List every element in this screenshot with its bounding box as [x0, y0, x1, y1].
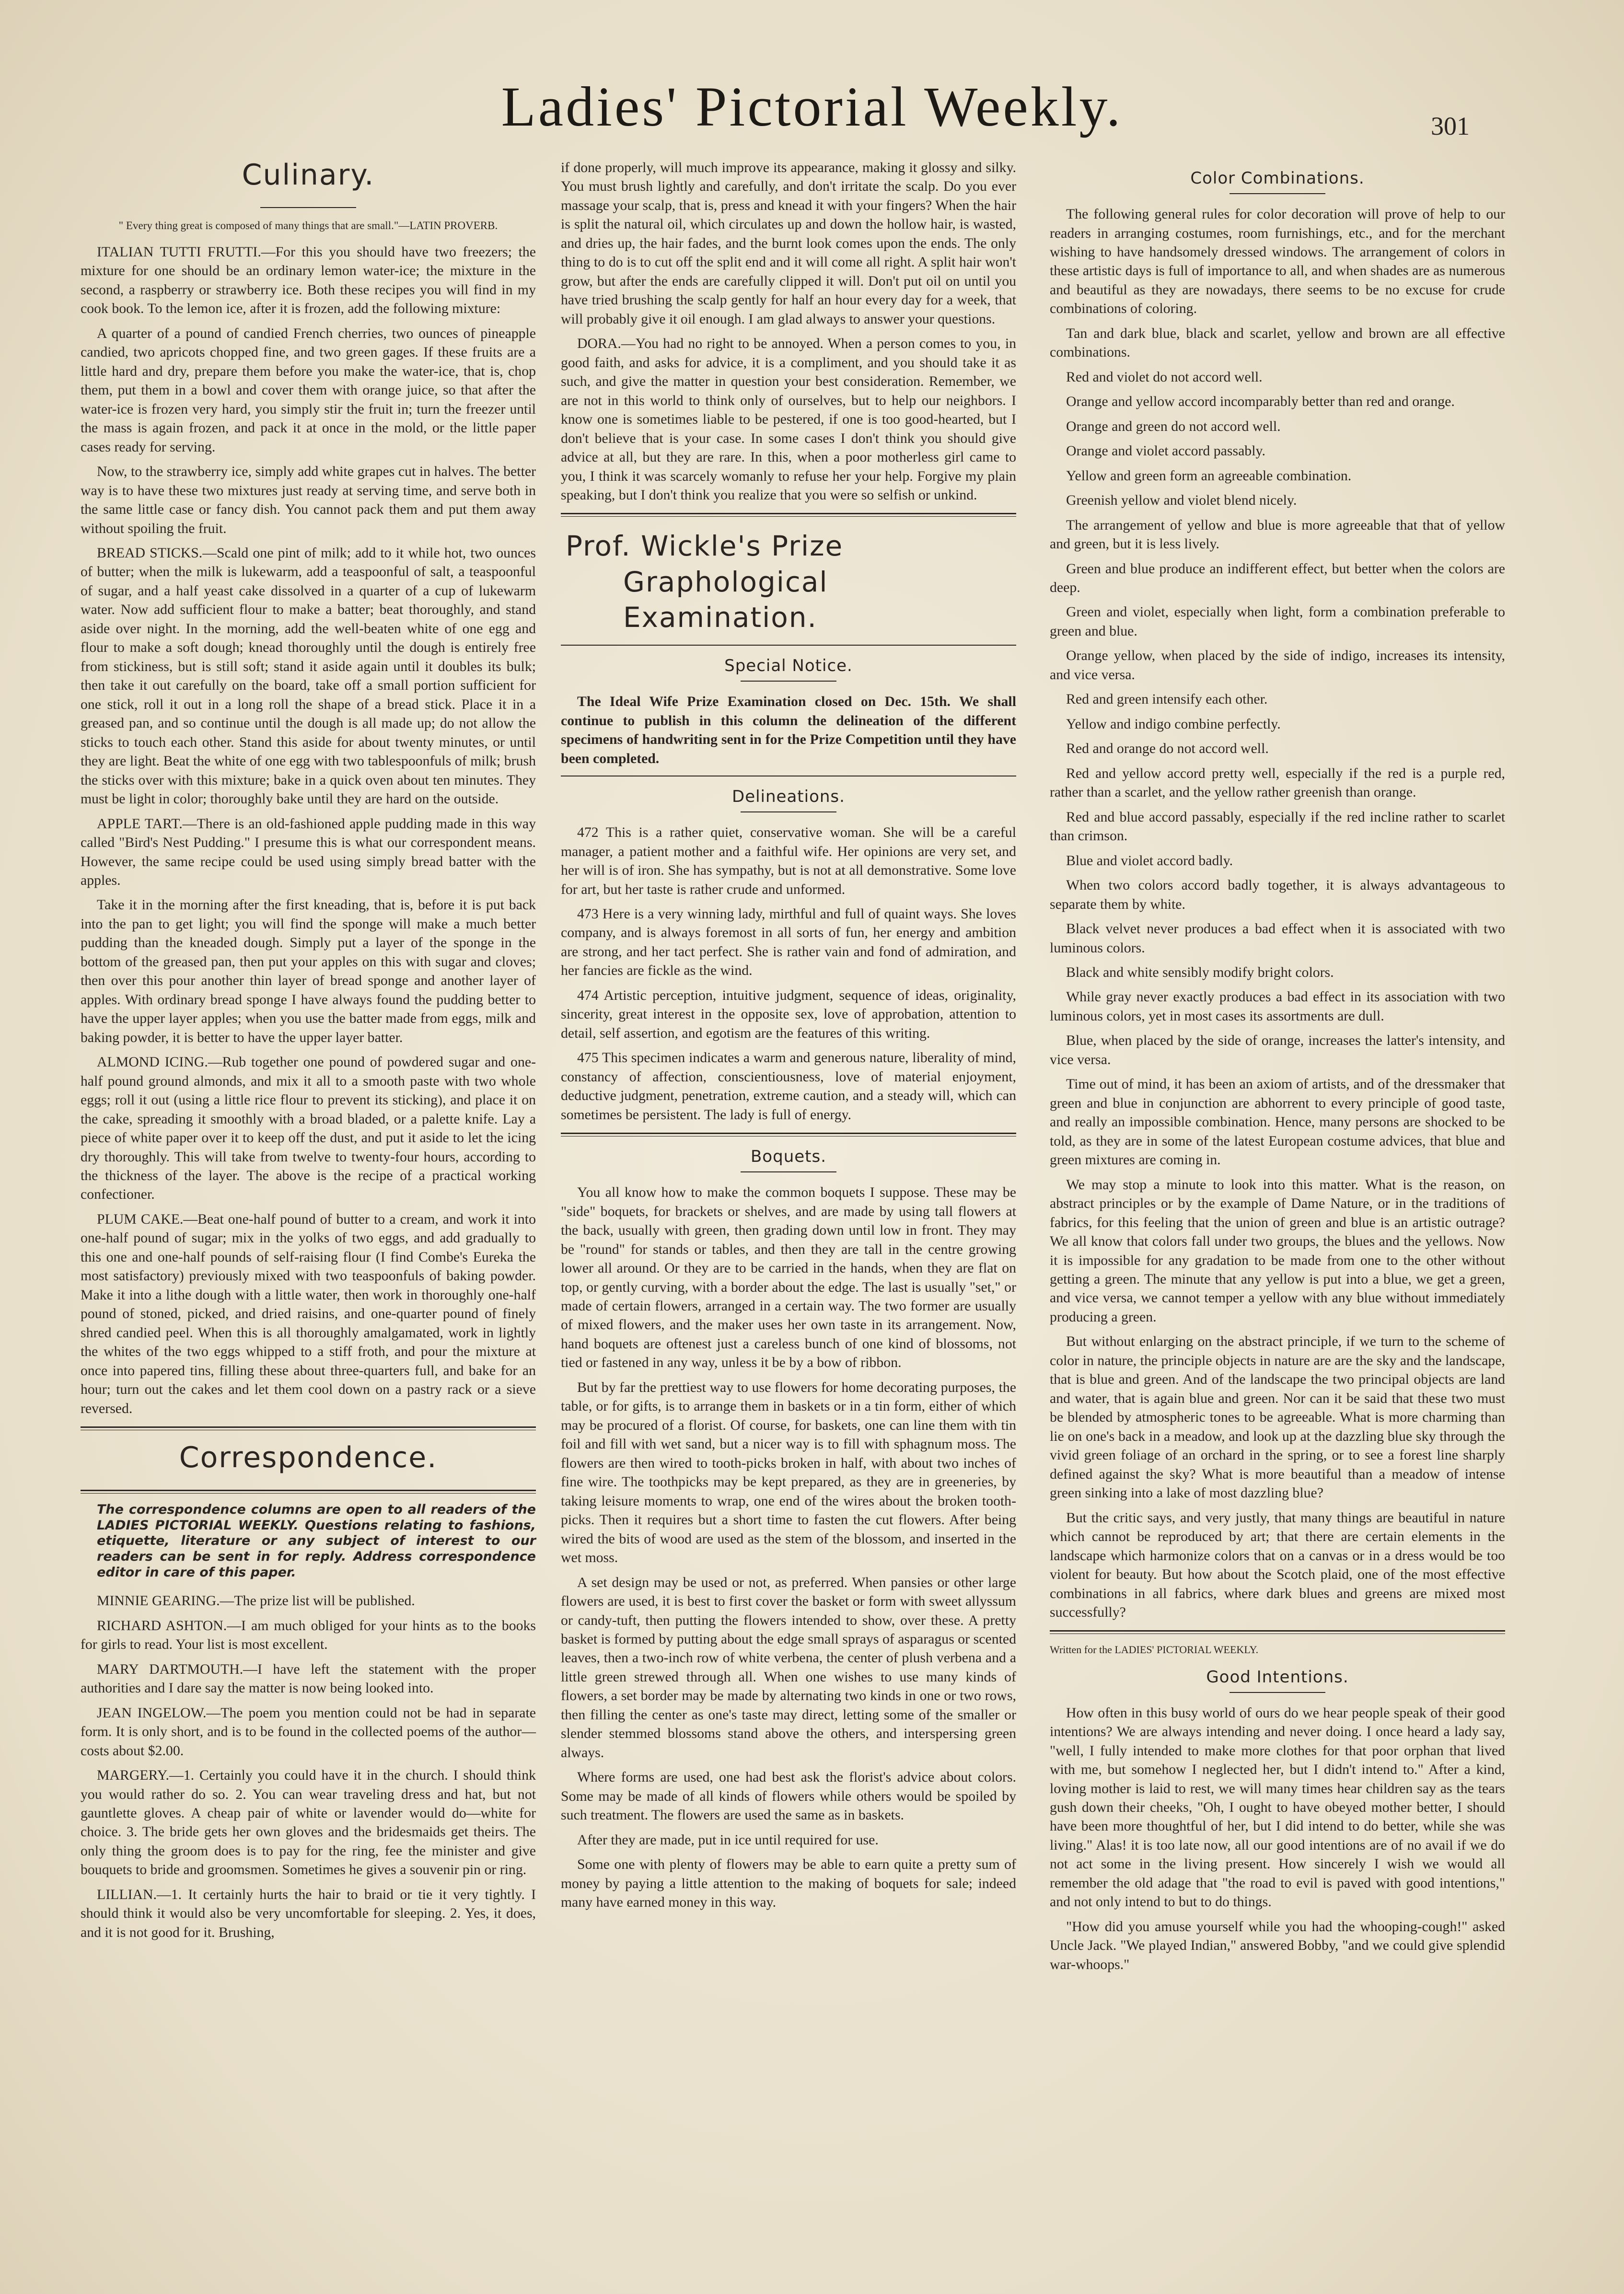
color-paragraph: Time out of mind, it has been an axiom of artists, and of the dressmaker that green and blue in conjunction are abhorrent to every principle of good taste, and really an impossible combination. Hence, many persons are shocked to be told, as they are in some of the latest European costume advices, that blue and green mixtures are coming in. [1050, 1076, 1505, 1168]
divider [81, 1426, 536, 1430]
column-right [1050, 158, 1505, 1980]
color-rule: Orange and violet accord passably. [1066, 443, 1265, 459]
color-rule: Green and blue produce an indifferent effect, but better when the colors are deep. [1050, 560, 1505, 596]
divider [741, 681, 836, 682]
color-rule: Orange and green do not accord well. [1066, 418, 1281, 434]
delineation-item: 474 Artistic perception, intuitive judgment, sequence of ideas, originality, sincerity, great interest in the opposite sex, love of approbation, attention to detail, self assertion, and egotism are the features of this writing. [561, 987, 1016, 1041]
divider [81, 1490, 536, 1494]
masthead: Ladies' Pictorial Weekly. [501, 75, 1123, 138]
divider [561, 1133, 1016, 1136]
delineation-item: 473 Here is a very winning lady, mirthful and full of quaint ways. She loves company, and is always foremost in all sorts of fun, her energy and ambition are strong, and her tact perfect. She is rather vain and fond of admiration, and her fancies are fickle as the wind. [561, 905, 1016, 979]
boquets-paragraph: Some one with plenty of flowers may be able to earn quite a pretty sum of money by paying a little attention to the making of boquets for sale; indeed many have earned money in this way. [561, 1856, 1016, 1911]
color-rule: When two colors accord badly together, it is always advantageous to separate them by white. [1050, 877, 1505, 912]
boquets-paragraph: You all know how to make the common boquets I suppose. These may be "side" boquets, for brackets or shelves, and are made by using tall flowers at the back, usually with green, then grading down until low in front. They may be "round" for stands or tables, and then they are tall in the centre growing lower all around. Or they are to be carried in the hands, when they are flat on top, or gently curving, with a border about the edge. The last is usually "set," or made of certain flowers, arranged in a certain way. The two former are usually of mixed flowers, and the maker uses her own taste in its arrangement. Now, hand boquets are oftenest just a careless bunch of one kind of blossoms, not tied or fastened in any way, unless it be by a bow of ribbon. [561, 1184, 1016, 1371]
divider [260, 207, 356, 208]
color-paragraph: But without enlarging on the abstract principle, if we turn to the scheme of color in nature, the principle objects in nature are are the sky and the landscape, that is blue and green. And of the landscape the two principal objects are land and water, that is again blue and green. Nor can it be said that these two must be blended by atmospheric tones to be agreeable. What is more charming than lie on one's back in a meadow, and look up at the dazzling blue sky through the vivid green foliage of an orchard in the spring, or to see a forest line sharply defined against the sky? What is more beautiful than a meadow of intense green sinking into a lake of most dazzling blue? [1050, 1333, 1505, 1501]
color-rule: Red and green intensify each other. [1066, 691, 1268, 707]
color-paragraph: The following general rules for color decoration will prove of help to our readers in arranging costumes, room furnishings, etc., and for the merchant wishing to have handsomely dressed windows. The arrangement of colors in these artistic days is full of importance to all, and when shades are as numerous and beautiful as they are nowadays, there seems to be no excuse for crude combinations of coloring. [1050, 206, 1505, 317]
letter-reply: RICHARD ASHTON.—I am much obliged for your hints as to the books for girls to read. Your list is most excellent. [81, 1617, 536, 1653]
color-rule: Blue and violet accord badly. [1066, 852, 1233, 869]
culinary-heading: Culinary. [242, 158, 375, 192]
color-rule: Black and white sensibly modify bright colors. [1066, 964, 1334, 980]
page-number: 301 [1431, 112, 1470, 140]
column-left [81, 153, 536, 1947]
correspondence-intro: The correspondence columns are open to all readers of the LADIES PICTORIAL WEEKLY. Questions relating to fashions, etiquette, literature or any subject of interest to our readers can be sent in for reply. Address correspondence editor in care of this paper. [97, 1502, 536, 1580]
graphology-heading-line1: Prof. Wickle's Prize [566, 530, 844, 563]
recipe-almond-icing: ALMOND ICING.—Rub together one pound of powdered sugar and one-half pound ground almonds, and mix it all to a smooth paste with two whole eggs; roll it out (using a little rice flour to prevent its sticking), and place it on the cake, spreading it smoothly with a broad bladed, or a palette knife. Lay a piece of white paper over it to keep off the dust, and put it aside to let the icing dry thoroughly. This will take from twelve to twenty-four hours, according to the thickness of the layer. The above is the recipe of a practical working confectioner. [81, 1054, 536, 1203]
letter-reply-cont: if done properly, will much improve its appearance, making it glossy and silky. You must brush lightly and carefully, and don't irritate the scalp. Do you ever massage your scalp, that is, press and knead it with your fingers? When the hair is split the natural oil, which circulates up and down the hollow hair, is wasted, and dries up, the hair fades, and the burnt look comes upon the ends. The only thing to do is to cut off the split end and it will come all right. A split hair won't grow, but after the ends are carefully clipped it will. Don't put oil on until you have tried brushing the scalp gently for half an hour every day for a week, that will probably give it oil enough. I am glad always to answer your questions. [561, 160, 1016, 327]
motto: " Every thing great is composed of many things that are small."—LATIN PROVERB. [118, 219, 498, 232]
boquets-paragraph: Where forms are used, one had best ask the florist's advice about colors. Some may be made of all kinds of flowers while others would be spoiled by such treatment. The flowers are used the same as in baskets. [561, 1769, 1016, 1823]
letter-reply: MARGERY.—1. Certainly you could have it in the church. I should think you would rather do so. 2. You can wear traveling dress and hat, but not gauntlette gloves. A cheap pair of white or lavender would do—white for choice. 3. The bride gets her own gloves and the bridesmaids get theirs. The only thing the groom does is to pay for the ring, fee the minister and give bouquets to bride and groomsmen. Sometimes he gives a souvenir pin or ring. [81, 1767, 536, 1878]
recipe-plum-cake: PLUM CAKE.—Beat one-half pound of butter to a cream, and work it into one-half pound of sugar; mix in the yolks of two eggs, and add gradually to this one and one-half pounds of self-raising flour (I find Combe's Eureka the most satisfactory) previously mixed with two teaspoonfuls of baking powder. Make it into a lithe dough with a little water, then work in thoroughly one-half pound of stoned, picked, and dried raisins, and one-quarter pound of finely shred candied peel. When this is all thoroughly amalgamated, work in lightly the whites of the two eggs whipped to a stiff froth, and pour the mixture at once into papered tins, filling these about three-quarters full, and bake for an hour; turn out the cakes and let them cool down on a pastry rack or a sieve reversed. [81, 1211, 536, 1416]
notice-text: The Ideal Wife Prize Examination closed on Dec. 15th. We shall continue to publish in this column the delineation of the different specimens of handwriting sent in for the Prize Competition until they have been completed. [561, 694, 1016, 766]
color-rule: Red and yellow accord pretty well, especially if the red is a purple red, rather than a scarlet, and the yellow rather greenish than orange. [1050, 765, 1505, 800]
color-rule: Orange yellow, when placed by the side of indigo, increases its intensity, and vice versa. [1050, 648, 1505, 683]
divider [1050, 1630, 1505, 1634]
graphology-heading [566, 528, 1016, 635]
divider [741, 811, 836, 812]
recipe-tutti-frutti: ITALIAN TUTTI FRUTTI.—For this you should have two freezers; the mixture for one should be an ordinary lemon water-ice; the mixture in the second, a raspberry or strawberry ice. Both these recipes you will find in my cook book. To the lemon ice, after it is frozen, add the following mixture: [81, 243, 536, 317]
color-rule: Tan and dark blue, black and scarlet, yellow and brown are all effective combinations. [1050, 325, 1505, 360]
letter-reply: MARY DARTMOUTH.—I have left the statement with the proper authorities and I dare say the matter is now being looked into. [81, 1661, 536, 1696]
color-rule: Black velvet never produces a bad effect when it is associated with two luminous colors. [1050, 921, 1505, 956]
boquets-paragraph: A set design may be used or not, as preferred. When pansies or other large flowers are used, it is best to first cover the basket or form with sweet allyssum or candy-tuft, then putting the flowers intended to show, over these. A pretty basket is formed by putting about the edge small sprays of asparagus or scented leaves, then a two-inch row of white verbena, the center of plush verbena and a little green strewed through all. When one wishes to use many kinds of flowers, a set border may be made by alternating two kinds in one or two rows, then filling the center as one's taste may direct, letting some of the smaller or slender stemmed blossoms stand above the others, and interspersing green always. [561, 1574, 1016, 1761]
boquets-paragraph: After they are made, put in ice until required for use. [577, 1831, 879, 1848]
boquets-heading: Boquets. [750, 1147, 827, 1167]
good-intentions-paragraph: How often in this busy world of ours do we hear people speak of their good intentions? We are always intending and never doing. I once heard a lady say, "well, I fully intended to make more clothes for that poor orphan that lived with me, but somehow I neglected her, but I didn't intend to." After a kind, loving mother is laid to rest, we will many times hear children say as the tears gush down their cheeks, "Oh, I ought to have obeyed mother better, I should have been more thoughtful of her, but I did intend to do better, while she was living." Alas! it is too late now, all our good intentions are of no avail if we do not act some in the living present. How sincerely I wish we would all remember the old adage that "the road to evil is paved with good intentions," and not only intend to but to do things. [1050, 1704, 1505, 1910]
byline: Written for the LADIES' PICTORIAL WEEKLY. [1050, 1644, 1259, 1656]
delineation-item: 472 This is a rather quiet, conservative woman. She will be a careful manager, a patient mother and a faithful wife. Her opinions are very set, and her will is of iron. She has sympathy, but is not at all demonstrative. Some love for art, but her taste is rather crude and unformed. [561, 824, 1016, 897]
recipe-bread-sticks: BREAD STICKS.—Scald one pint of milk; add to it while hot, two ounces of butter; when the milk is lukewarm, add a teaspoonful of salt, a teaspoonful of sugar, and a half yeast cake dissolved in a quarter of a cup of lukewarm water. Now add sufficient flour to make a batter; beat thoroughly, and stand aside over night. In the morning, add the well-beaten white of one egg and flour to make a soft dough; knead thoroughly until the dough is entirely free from stickiness, but is still soft; stand it aside again until it doubles its bulk; then take it out carefully on the board, take off a small portion sufficient for one stick, roll it out in a long roll the shape of a bread stick. Place it in a greased pan, and so continue until the dough is all made up; do not allow the sticks to touch each other. Stand this aside for about twenty minutes, or until they are light. Beat the white of one egg with two tablespoonfuls of milk; brush the sticks over with this mixture; bake in a quick oven about ten minutes. They must be light in color; thoroughly bake until they are hard on the outside. [81, 545, 536, 807]
color-rule: While gray never exactly produces a bad effect in its association with two luminous colors, yet in most cases its assortments are dull. [1050, 989, 1505, 1024]
color-rule: The arrangement of yellow and blue is more agreeable that that of yellow and green, but it is less lively. [1050, 517, 1505, 552]
letter-reply: DORA.—You had no right to be annoyed. When a person comes to you, in good faith, and asks for advice, it is a compliment, and you should take it as such, and give the matter in question your best consideration. Remember, we are not in this world to think only of ourselves, but to help our neighbors. I know one is sometimes liable to be pestered, if one is too good-hearted, but I don't believe that is your case. In some cases I don't think you should give advice at all, but they are rare. In this, when a poor motherless girl came to you, I think it was scarcely womanly to refuse her your help. Forgive my plain speaking, but I don't think you realize that you were so selfish or unkind. [561, 336, 1016, 503]
letter-reply: LILLIAN.—1. It certainly hurts the hair to braid or tie it very tightly. I should think it would also be very uncomfortable for sleeping. 2. Yes, it does, and it is not good for it. Brushing, [81, 1886, 536, 1940]
divider [561, 513, 1016, 517]
special-notice-heading: Special Notice. [724, 656, 853, 676]
color-rule: Red and orange do not accord well. [1066, 741, 1269, 757]
color-combinations-heading: Color Combinations. [1190, 169, 1365, 188]
color-paragraph: We may stop a minute to look into this matter. What is the reason, on abstract principles or by the example of Dame Nature, or in the traditions of fabrics, for this feeling that the union of green and blue is an artistic outrage? We all know that colors fall under two groups, the blues and the yellows. Now it is impossible for any gradation to be made from one to the other without getting a green. The minute that any yellow is put into a blue, we get a green, and vice versa, we cannot temper a yellow with any blue without immediately producing a green. [1050, 1176, 1505, 1325]
color-rule: Green and violet, especially when light, form a combination preferable to green and blue. [1050, 604, 1505, 639]
color-rule: Greenish yellow and violet blend nicely. [1066, 492, 1297, 509]
recipe-paragraph: A quarter of a pound of candied French cherries, two ounces of pineapple candied, two apricots chopped fine, and two green gages. If these fruits are a little hard and dry, prepare them before you make the water-ice, that is, chop them, put them in a bowl and cover them with orange juice, so that after the water-ice is frozen very hard, you simply stir the fruit in; turn the freezer until the mass is again frozen, and pack it at once in the mold, or the little paper cases ready for serving. [81, 325, 536, 455]
color-rule: Blue, when placed by the side of orange, increases the latter's intensity, and vice versa. [1050, 1032, 1505, 1067]
delineations-heading: Delineations. [732, 787, 845, 807]
color-rule: Red and violet do not accord well. [1066, 369, 1263, 385]
correspondence-heading: Correspondence. [179, 1441, 438, 1475]
recipe-paragraph: Now, to the strawberry ice, simply add white grapes cut in halves. The better way is to have these two mixtures just ready at serving time, and serve both in the same little case or fancy dish. You cannot pack them and put them away without spoiling the fruit. [81, 463, 536, 536]
recipe-paragraph: Take it in the morning after the first kneading, that is, before it is put back into the pan to get light; you will find the sponge will make a much better pudding than the kneaded dough. Simply put a layer of the sponge in the bottom of the greased pan, then put your apples on this with sugar and cloves; then over this pour another thin layer of bread sponge and another layer of apples. With ordinary bread sponge I have always found the pudding better to have the upper layer apples; when you use the batter made from eggs, milk and baking powder, it is better to have the upper layer batter. [81, 897, 536, 1045]
divider [1230, 193, 1325, 194]
divider [1230, 1692, 1325, 1693]
column-middle [561, 158, 1016, 1918]
delineation-item: 475 This specimen indicates a warm and generous nature, liberality of mind, constancy of affection, conscientiousness, love of material enjoyment, deductive judgment, penetration, extreme caution, and a steady will, which can sometimes be persistent. The lady is full of energy. [561, 1050, 1016, 1123]
color-rule: Orange and yellow accord incomparably better than red and orange. [1066, 394, 1455, 410]
boquets-paragraph: But by far the prettiest way to use flowers for home decorating purposes, the table, or for gifts, is to arrange them in baskets or in a tin form, either of which may be procured of a florist. Of course, for baskets, one can line them with tin foil and fill with wet sand, but a nicer way is to fill with sphagnum moss. The flowers are then wired to tooth-picks broken in half, with about two inches of fine wire. The toothpicks may be kept prepared, as they are in greeneries, by taking leisure moments to wrap, one end of the wires about the broken tooth-picks. Then it requires but a short time to fasten the cut flowers. After being wired the bits of wood are used as the stem of the blossom, and inserted in the wet moss. [561, 1379, 1016, 1566]
graphology-heading-line2: Graphological Examination. [623, 565, 828, 634]
letter-reply: JEAN INGELOW.—The poem you mention could not be had in separate form. It is only short, and is to be found in the collected poems of the author—costs about $2.00. [81, 1704, 536, 1759]
color-rule: Red and blue accord passably, especially if the red incline rather to scarlet than crimson. [1050, 809, 1505, 844]
color-rule: Yellow and indigo combine perfectly. [1066, 716, 1281, 732]
letter-reply: MINNIE GEARING.—The prize list will be published. [97, 1593, 415, 1609]
color-paragraph: But the critic says, and very justly, that many things are beautiful in nature which cannot be reproduced by art; that there are certain elements in the landscape which harmonize colors that on a canvas or in a dress would be too violent for beauty. But how about the Scotch plaid, one of the most effective combinations in all fabrics, where dark blues and greens are mixed most successfully? [1050, 1509, 1505, 1620]
divider [561, 645, 1016, 646]
good-intentions-heading: Good Intentions. [1206, 1667, 1349, 1687]
divider [741, 1171, 836, 1172]
anecdote: "How did you amuse yourself while you had the whooping-cough!" asked Uncle Jack. "We played Indian," answered Bobby, "and we could give splendid war-whoops." [1050, 1918, 1505, 1972]
color-rule: Yellow and green form an agreeable combination. [1066, 467, 1352, 484]
recipe-apple-tart: APPLE TART.—There is an old-fashioned apple pudding made in this way called "Bird's Nest Pudding." I presume this is what our correspondent means. However, the same recipe could be used using simply bread batter with the apples. [81, 815, 536, 888]
